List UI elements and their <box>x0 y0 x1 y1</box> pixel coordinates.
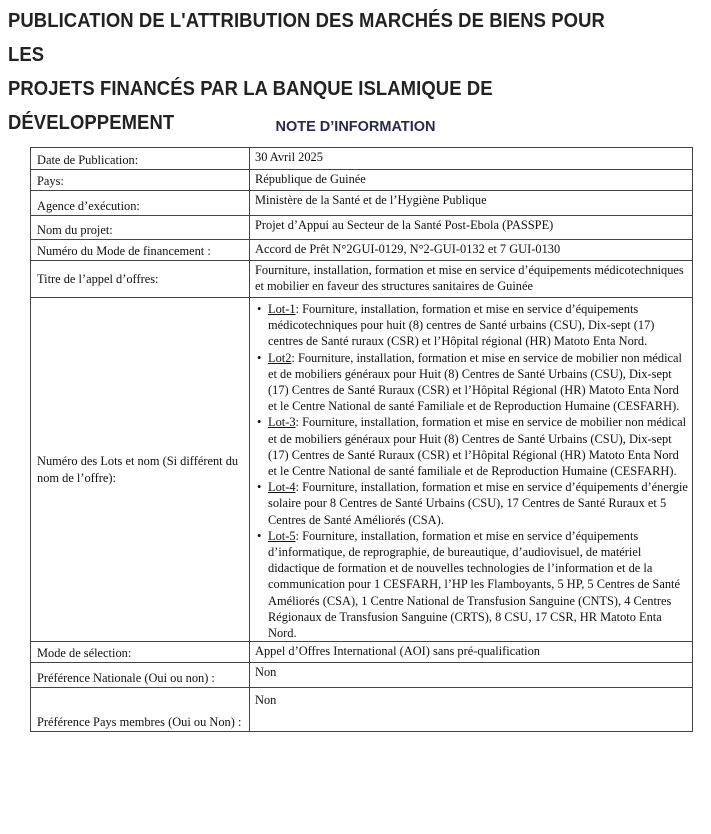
lot-5-name: Lot-5 <box>268 528 296 543</box>
row-titre <box>31 261 693 298</box>
lot-3-name: Lot-3 <box>268 415 296 430</box>
date-label: Date de Publication: <box>31 148 250 170</box>
pref-nat-value: Non <box>250 663 693 688</box>
title-line-2: PROJETS FINANCÉS PAR LA BANQUE ISLAMIQUE DE DÉVELOPPEMENT <box>8 77 493 134</box>
financement-value: Accord de Prêt N°2GUI-0129, N°2-GUI-0132 et 7 GUI-0130 <box>250 240 693 261</box>
lot-4-name: Lot-4 <box>268 480 296 495</box>
projet-value: Projet d’Appui au Secteur de la Santé Post-Ebola (PASSPE) <box>250 216 693 240</box>
projet-label: Nom du projet: <box>31 216 250 240</box>
lot-1-name: Lot-1 <box>268 302 296 316</box>
lot-3-text: Fourniture, installation, formation et mise en service de mobilier non médical et de mobiliers généraux pour Huit (8) Centres de Santé Urbains (CSU), Dix-sept (17) Centres de Santé Ruraux (CSR) et l’Hôpital Régional (HR) Matoto Enta Nord et le Centre National de santé familiale et de Reproduction Humaine (CESFARH). <box>268 415 687 479</box>
agence-label: Agence d’exécution: <box>31 191 250 216</box>
selection-value: Appel d’Offres International (AOI) sans pré-qualification <box>250 642 693 663</box>
row-pays <box>31 170 693 191</box>
lot-1-text: Fourniture, installation, formation et mise en service d’équipements médicotechniques pour huit (8) centres de Santé urbains (CSU), Dix-sept (17) centres de Santé ruraux (CSR) et l’Hôpital régional (HR) Matoto Enta Nord. <box>268 302 655 349</box>
list-item: • Lot-1: Fourniture, installation, formation et mise en service d’équipements médicotechniques pour huit (8) centres de Santé urbains (CSU), Dix-sept (17) centres de Santé ruraux (CSR) et l’Hôpital régional (HR) Matoto Enta Nord. <box>268 301 688 350</box>
date-value: 30 Avril 2025 <box>250 148 693 170</box>
pref-pays-value: Non <box>250 688 693 732</box>
pref-nat-label: Préférence Nationale (Oui ou non) : <box>31 663 250 688</box>
list-item: • Lot-5: Fourniture, installation, formation et mise en service d’équipements d’informatique, de reprographie, de bureautique, d’audiovisuel, de matériel didactique de formation et de nouvelles technologies de l’information et de la communication pour 1 CESFARH, l’HP les Flamboyants, 5 HP, 5 Centres de Santé Améliorés (CSA), 1 Centre National de Transfusion Sanguine (CNTS), 4 Centres Régionaux de Transfusion Sanguine (CRTS), 8 CSU, 17 CSR, HR Matoto Enta Nord. <box>268 528 688 641</box>
selection-label: Mode de sélection: <box>31 642 250 663</box>
lots-value <box>250 298 693 642</box>
lots-list <box>255 301 688 641</box>
pays-label: Pays: <box>31 170 250 191</box>
row-financement <box>31 240 693 261</box>
titre-value: Fourniture, installation, formation et mise en service d’équipements médicotechniques et mobilier en faveur des structures sanitaires de Guinée <box>250 261 693 298</box>
row-agence <box>31 191 693 216</box>
list-item: • Lot-4: Fourniture, installation, formation et mise en service d’équipements d’énergie solaire pour 8 Centres de Santé Urbains (CSU), 17 Centres de Santé Ruraux et 5 Centres de Santé Améliorés (CSA). <box>268 479 688 528</box>
note-title: NOTE D’INFORMATION <box>275 119 436 135</box>
lot-2-name: Lot2 <box>268 350 292 365</box>
row-selection <box>31 642 693 663</box>
lot-2-text: Fourniture, installation, formation et mise en service de mobilier non médical et de mobiliers généraux pour Huit (8) Centres de Santé Urbains (CSU), Dix-sept (17) Centres de Santé Ruraux (CSR) et l’Hôpital Régional (HR) Matoto Enta Nord et le Centre National de santé Familiale et de Reproduction Humaine (CESFARH). <box>268 350 682 414</box>
financement-label: Numéro du Mode de financement : <box>31 240 250 261</box>
row-date <box>31 148 693 170</box>
row-pref-nat <box>31 663 693 688</box>
lots-label: Numéro des Lots et nom (Si différent du nom de l’offre): <box>31 298 250 642</box>
list-item: • Lot2: Fourniture, installation, formation et mise en service de mobilier non médical et de mobiliers généraux pour Huit (8) Centres de Santé Urbains (CSU), Dix-sept (17) Centres de Santé Ruraux (CSR) et l’Hôpital Régional (HR) Matoto Enta Nord et le Centre National de santé Familiale et de Reproduction Humaine (CESFARH). <box>268 350 688 415</box>
information-table <box>30 147 693 732</box>
row-lots <box>31 298 693 642</box>
list-item: • Lot-3: Fourniture, installation, formation et mise en service de mobilier non médical et de mobiliers généraux pour Huit (8) Centres de Santé Urbains (CSU), Dix-sept (17) Centres de Santé Ruraux (CSR) et l’Hôpital Régional (HR) Matoto Enta Nord et le Centre National de santé familiale et de Reproduction Humaine (CESFARH). <box>268 414 688 479</box>
title-line-1: PUBLICATION DE L'ATTRIBUTION DES MARCHÉS DE BIENS POUR LES <box>8 9 605 66</box>
titre-label: Titre de l’appel d’offres: <box>31 261 250 298</box>
pays-value: République de Guinée <box>250 170 693 191</box>
pref-pays-label: Préférence Pays membres (Oui ou Non) : <box>31 688 250 732</box>
agence-value: Ministère de la Santé et de l’Hygiène Publique <box>250 191 693 216</box>
row-pref-pays <box>31 688 693 732</box>
lot-5-text: Fourniture, installation, formation et mise en service d’équipements d’informatique, de reprographie, de bureautique, d’audiovisuel, de matériel didactique de formation et de nouvelles technologies de l’information et de la communication pour 1 CESFARH, l’HP les Flamboyants, 5 HP, 5 Centres de Santé Améliorés (CSA), 1 Centre National de Transfusion Sanguine (CNTS), 4 Centres Régionaux de Transfusion Sanguine (CRTS), 8 CSU, 17 CSR, HR Matoto Enta Nord. <box>268 528 680 641</box>
row-projet <box>31 216 693 240</box>
lot-4-text: Fourniture, installation, formation et mise en service d’équipements d’énergie solaire pour 8 Centres de Santé Urbains (CSU), 17 Centres de Santé Ruraux et 5 Centres de Santé Améliorés (CSA). <box>268 480 688 527</box>
